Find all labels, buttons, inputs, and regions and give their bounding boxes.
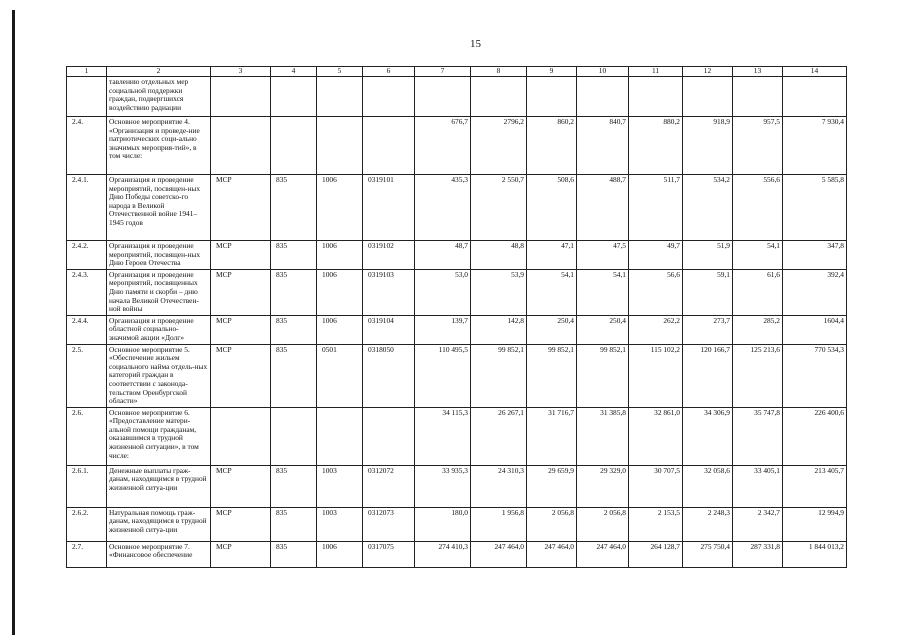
table-cell: 61,6 (733, 269, 783, 315)
table-cell: 840,7 (577, 117, 629, 175)
table-row (67, 507, 847, 541)
table-cell: 24 310,3 (471, 465, 527, 507)
table-cell: 0312072 (363, 465, 415, 507)
table-cell: 2 550,7 (471, 175, 527, 241)
table-cell (211, 407, 271, 465)
table-cell: 99 852,1 (527, 344, 577, 407)
table-cell: 250,4 (527, 315, 577, 344)
table-cell: 53,0 (415, 269, 471, 315)
table-cell (317, 77, 363, 117)
table-cell: 120 166,7 (683, 344, 733, 407)
table-cell (271, 407, 317, 465)
table-cell: 2 056,8 (527, 507, 577, 541)
table-cell: 33 935,3 (415, 465, 471, 507)
column-header: 3 (211, 67, 271, 77)
table-cell: 392,4 (783, 269, 847, 315)
table-cell (415, 77, 471, 117)
table-cell: 32 861,0 (629, 407, 683, 465)
table-cell: 29 659,9 (527, 465, 577, 507)
table-cell: 56,6 (629, 269, 683, 315)
table-cell: 99 852,1 (577, 344, 629, 407)
table-cell: 0319102 (363, 241, 415, 270)
table-cell: МСР (211, 507, 271, 541)
table-cell (271, 77, 317, 117)
table-cell: 2.6.1. (67, 465, 107, 507)
header-row (67, 67, 847, 77)
table-cell: МСР (211, 465, 271, 507)
table-cell: МСР (211, 175, 271, 241)
table-cell: 35 747,8 (733, 407, 783, 465)
table-cell: Натуральная помощь граж-данам, находящимся в трудной жизненной ситуа-ции (107, 507, 211, 541)
table-cell (363, 117, 415, 175)
table-cell: 115 102,2 (629, 344, 683, 407)
table-cell: 142,8 (471, 315, 527, 344)
table-cell: 48,8 (471, 241, 527, 270)
table-cell (683, 77, 733, 117)
table-cell: 180,0 (415, 507, 471, 541)
table-cell: МСР (211, 541, 271, 567)
table-cell: 2.6.2. (67, 507, 107, 541)
table-cell: Денежные выплаты граж-данам, находящимся в трудной жизненной ситуа-ции (107, 465, 211, 507)
table-cell (783, 77, 847, 117)
table-cell: 835 (271, 344, 317, 407)
column-header: 6 (363, 67, 415, 77)
table-cell: 2.4.3. (67, 269, 107, 315)
table-cell: 2.6. (67, 407, 107, 465)
column-header: 13 (733, 67, 783, 77)
table-cell: 285,2 (733, 315, 783, 344)
table-cell: 2.4.2. (67, 241, 107, 270)
table-cell: 275 750,4 (683, 541, 733, 567)
table-cell: 835 (271, 507, 317, 541)
table-cell (211, 77, 271, 117)
table-cell: 835 (271, 465, 317, 507)
table-cell: 48,7 (415, 241, 471, 270)
table-cell: 676,7 (415, 117, 471, 175)
table-cell: 1 844 013,2 (783, 541, 847, 567)
table-cell: МСР (211, 241, 271, 270)
table-cell: Основное мероприятие 4. «Организация и проведе-ние патриотических соци-ально значимых мероприя-тий», в том числе: (107, 117, 211, 175)
table-cell: Организация и проведение мероприятий, посвящен-ных Дню Победы советско-го народа в Великой Отечественной войне 1941–1945 годов (107, 175, 211, 241)
table-cell: 274 410,3 (415, 541, 471, 567)
table-row (67, 241, 847, 270)
table-cell (211, 117, 271, 175)
table-cell: 1006 (317, 541, 363, 567)
table-cell: 29 329,0 (577, 465, 629, 507)
table-cell (67, 77, 107, 117)
table-cell: 2 056,8 (577, 507, 629, 541)
column-header: 7 (415, 67, 471, 77)
table-cell: 0317075 (363, 541, 415, 567)
table-cell: 0319104 (363, 315, 415, 344)
table-cell: 2.5. (67, 344, 107, 407)
table-cell: 2 248,3 (683, 507, 733, 541)
table-row (67, 315, 847, 344)
table-cell: 918,9 (683, 117, 733, 175)
table-cell: 226 400,6 (783, 407, 847, 465)
table-cell: Организация и проведение мероприятий, посвященных Дню памяти и скорби – дню начала Великой Отечествен-ной войны (107, 269, 211, 315)
table-cell: Основное мероприятие 5. «Обеспечение жильем социального найма отдель-ных категорий граждан в соответствии с законода-тельством Оренбургской области» (107, 344, 211, 407)
table-cell: 488,7 (577, 175, 629, 241)
table-cell: 508,6 (527, 175, 577, 241)
table-cell: 2 153,5 (629, 507, 683, 541)
table-cell: 1006 (317, 175, 363, 241)
column-header: 4 (271, 67, 317, 77)
table-cell: 534,2 (683, 175, 733, 241)
table-cell (471, 77, 527, 117)
table-cell: 0312073 (363, 507, 415, 541)
table-cell: 247 464,0 (577, 541, 629, 567)
table-cell: Основное мероприятие 7. «Финансовое обеспечение (107, 541, 211, 567)
table-cell: 51,9 (683, 241, 733, 270)
table-cell: 59,1 (683, 269, 733, 315)
table-cell: 110 495,5 (415, 344, 471, 407)
table-cell: 347,8 (783, 241, 847, 270)
table-cell (363, 77, 415, 117)
table-cell (527, 77, 577, 117)
table-cell: 2.4.4. (67, 315, 107, 344)
table-cell: 31 716,7 (527, 407, 577, 465)
table-row (67, 117, 847, 175)
table-cell: Организация и проведение мероприятий, посвящен-ных Дню Героев Отечества (107, 241, 211, 270)
table-row (67, 269, 847, 315)
table-row (67, 541, 847, 567)
table-cell: 213 405,7 (783, 465, 847, 507)
table-cell: 7 930,4 (783, 117, 847, 175)
table-cell: 860,2 (527, 117, 577, 175)
table-cell: 0318050 (363, 344, 415, 407)
table-cell: 0501 (317, 344, 363, 407)
table-cell: 139,7 (415, 315, 471, 344)
page-number: 15 (470, 38, 481, 50)
table-cell: 47,1 (527, 241, 577, 270)
table-cell: 34 115,3 (415, 407, 471, 465)
column-header: 9 (527, 67, 577, 77)
table-cell: 835 (271, 175, 317, 241)
table-cell: 125 213,6 (733, 344, 783, 407)
table-cell: 2 342,7 (733, 507, 783, 541)
table-cell: 0319103 (363, 269, 415, 315)
table-cell: МСР (211, 269, 271, 315)
table-cell: 835 (271, 241, 317, 270)
table-cell (577, 77, 629, 117)
table-cell: 53,9 (471, 269, 527, 315)
table-cell: 957,5 (733, 117, 783, 175)
table-cell: 2.7. (67, 541, 107, 567)
table-cell: 31 385,8 (577, 407, 629, 465)
table-cell: 1003 (317, 465, 363, 507)
table-cell: 250,4 (577, 315, 629, 344)
table-cell: 262,2 (629, 315, 683, 344)
table-cell: 34 306,9 (683, 407, 733, 465)
table-cell: 1006 (317, 241, 363, 270)
table-cell: 1604,4 (783, 315, 847, 344)
table-cell: 880,2 (629, 117, 683, 175)
column-header: 10 (577, 67, 629, 77)
table-cell: 1006 (317, 269, 363, 315)
program-table (66, 66, 847, 568)
table-cell: 32 058,6 (683, 465, 733, 507)
table-cell (317, 407, 363, 465)
table-cell: 54,1 (733, 241, 783, 270)
table-cell (363, 407, 415, 465)
table-cell: 1003 (317, 507, 363, 541)
table-cell: 2.4.1. (67, 175, 107, 241)
table-cell: МСР (211, 344, 271, 407)
table-row (67, 175, 847, 241)
table-cell: 26 267,1 (471, 407, 527, 465)
table-row (67, 465, 847, 507)
table-cell: 287 331,8 (733, 541, 783, 567)
table-row (67, 344, 847, 407)
column-header: 8 (471, 67, 527, 77)
table-cell: 30 707,5 (629, 465, 683, 507)
table-cell (629, 77, 683, 117)
table-cell: МСР (211, 315, 271, 344)
table-cell: 5 585,8 (783, 175, 847, 241)
column-header: 1 (67, 67, 107, 77)
column-header: 12 (683, 67, 733, 77)
table-cell: 770 534,3 (783, 344, 847, 407)
table-cell: 1 956,8 (471, 507, 527, 541)
column-header: 14 (783, 67, 847, 77)
table-cell: Организация и проведение областной социально-значимой акции «Долг» (107, 315, 211, 344)
binding-edge (12, 10, 15, 635)
table-cell: 2796,2 (471, 117, 527, 175)
table-cell: 49,7 (629, 241, 683, 270)
table-row (67, 77, 847, 117)
table-cell: 273,7 (683, 315, 733, 344)
table-cell: 12 994,9 (783, 507, 847, 541)
table-cell: 556,6 (733, 175, 783, 241)
table-row (67, 407, 847, 465)
table-cell: 1006 (317, 315, 363, 344)
table-cell: 33 405,1 (733, 465, 783, 507)
table-cell: 264 128,7 (629, 541, 683, 567)
table-cell: Основное мероприятие 6. «Предоставление матери-альной помощи гражданам, оказавшимся в трудной жизненной ситуации», в том числе: (107, 407, 211, 465)
table-cell: 835 (271, 269, 317, 315)
table-cell: 54,1 (527, 269, 577, 315)
table-cell: тавлению отдельных мер социальной поддержки граждан, подвергшихся воздействию радиации (107, 77, 211, 117)
table-cell (317, 117, 363, 175)
table-cell (733, 77, 783, 117)
table-cell: 99 852,1 (471, 344, 527, 407)
table-cell: 835 (271, 541, 317, 567)
column-header: 11 (629, 67, 683, 77)
table-cell: 247 464,0 (471, 541, 527, 567)
table-cell: 0319101 (363, 175, 415, 241)
table-cell: 247 464,0 (527, 541, 577, 567)
table-cell: 835 (271, 315, 317, 344)
table-cell: 435,3 (415, 175, 471, 241)
table-cell (271, 117, 317, 175)
table-cell: 2.4. (67, 117, 107, 175)
column-header: 2 (107, 67, 211, 77)
table-cell: 511,7 (629, 175, 683, 241)
table-cell: 54,1 (577, 269, 629, 315)
column-header: 5 (317, 67, 363, 77)
table-cell: 47,5 (577, 241, 629, 270)
